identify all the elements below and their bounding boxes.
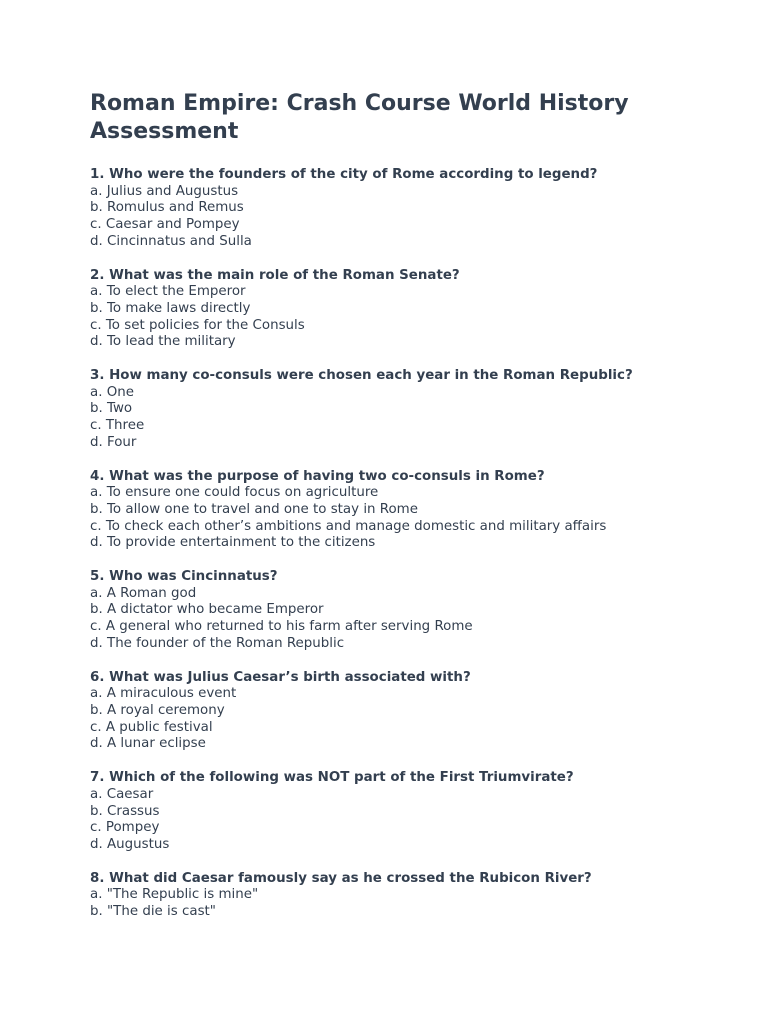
- answer-option: b. Two: [90, 401, 133, 417]
- question-4: [90, 469, 730, 553]
- answer-option: a. "The Republic is mine": [90, 887, 259, 903]
- answer-option: a. To elect the Emperor: [90, 284, 246, 300]
- answer-option: a. A miraculous event: [90, 686, 237, 702]
- question-text: 2. What was the main role of the Roman Senate?: [90, 267, 460, 283]
- answer-option: c. Pompey: [90, 820, 160, 836]
- question-6: [90, 670, 730, 754]
- answer-option: d. A lunar eclipse: [90, 736, 206, 752]
- question-text: 6. What was Julius Caesar’s birth associated with?: [90, 669, 471, 685]
- answer-option: d. The founder of the Roman Republic: [90, 635, 345, 651]
- answer-option: a. Caesar: [90, 786, 154, 802]
- question-3: [90, 368, 730, 452]
- answer-option: a. Julius and Augustus: [90, 183, 239, 199]
- document-page: [90, 90, 730, 938]
- answer-option: b. Romulus and Remus: [90, 200, 244, 216]
- answer-option: c. To check each other’s ambitions and manage domestic and military affairs: [90, 518, 607, 534]
- question-text: 1. Who were the founders of the city of Rome according to legend?: [90, 167, 598, 182]
- answer-option: a. To ensure one could focus on agriculture: [90, 485, 379, 501]
- answer-option: d. To lead the military: [90, 334, 236, 350]
- answer-option: d. Four: [90, 434, 137, 450]
- question-5: [90, 569, 730, 653]
- question-2: [90, 268, 730, 352]
- answer-option: b. A dictator who became Emperor: [90, 602, 324, 618]
- answer-option: c. Three: [90, 418, 145, 434]
- answer-option: d. Cincinnatus and Sulla: [90, 233, 252, 249]
- question-text: 8. What did Caesar famously say as he crossed the Rubicon River?: [90, 870, 592, 886]
- answer-option: b. To make laws directly: [90, 300, 251, 316]
- answer-option: c. A general who returned to his farm after serving Rome: [90, 619, 473, 635]
- answer-option: d. Augustus: [90, 836, 170, 852]
- question-text: 5. Who was Cincinnatus?: [90, 569, 278, 585]
- question-8: [90, 871, 730, 921]
- answer-option: d. To provide entertainment to the citizens: [90, 535, 376, 551]
- answer-option: b. To allow one to travel and one to stay in Rome: [90, 501, 418, 517]
- answer-option: c. Caesar and Pompey: [90, 217, 240, 233]
- question-text: 7. Which of the following was NOT part of the First Triumvirate?: [90, 770, 574, 786]
- question-text: 4. What was the purpose of having two co-consuls in Rome?: [90, 468, 545, 484]
- answer-option: b. A royal ceremony: [90, 702, 225, 718]
- answer-option: c. To set policies for the Consuls: [90, 317, 305, 333]
- answer-option: b. "The die is cast": [90, 904, 216, 920]
- question-list: [90, 167, 730, 921]
- answer-option: b. Crassus: [90, 803, 160, 819]
- question-1: [90, 167, 730, 251]
- answer-option: a. One: [90, 384, 134, 400]
- answer-option: c. A public festival: [90, 719, 213, 735]
- page-title: Roman Empire: Crash Course World History Assessment: [90, 91, 629, 144]
- question-text: 3. How many co-consuls were chosen each year in the Roman Republic?: [90, 368, 633, 384]
- question-7: [90, 770, 730, 854]
- answer-option: a. A Roman god: [90, 585, 197, 601]
